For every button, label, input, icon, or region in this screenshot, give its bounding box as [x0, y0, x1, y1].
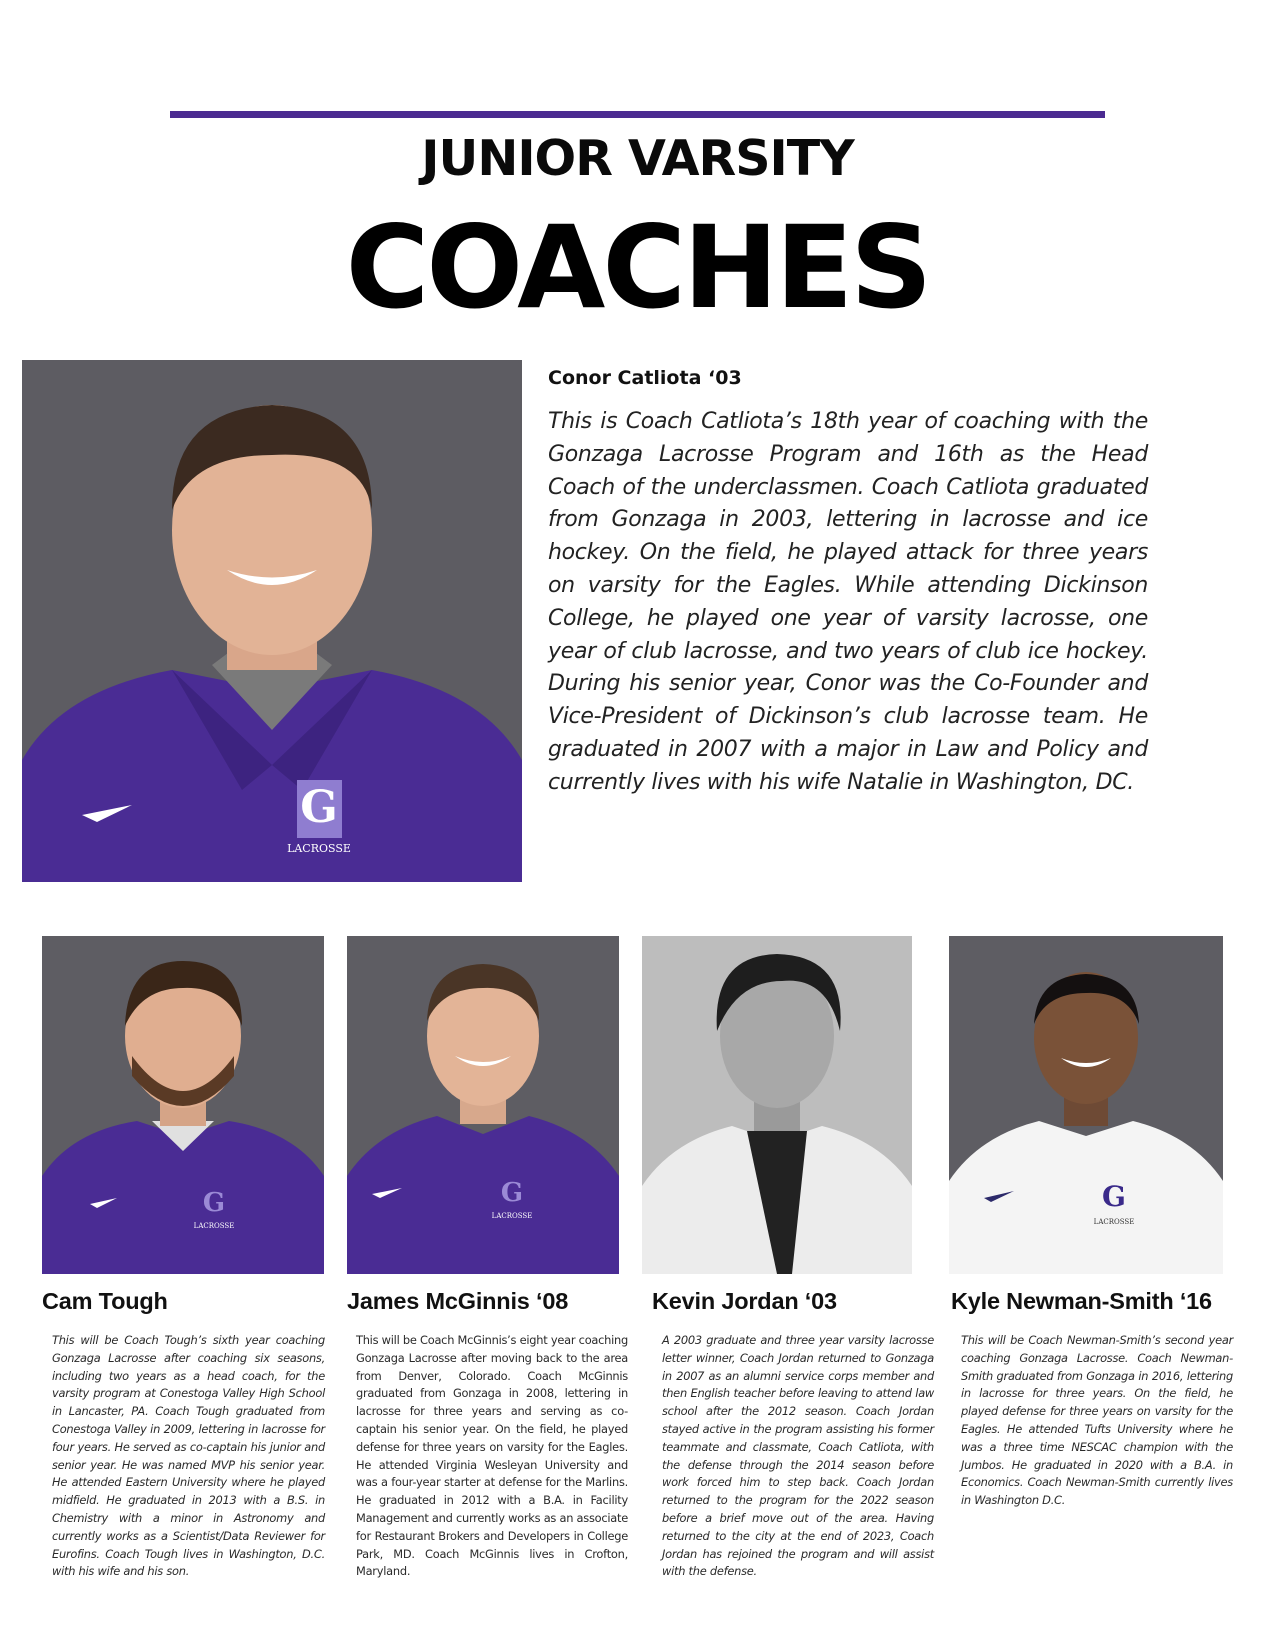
head-coach-name: Conor Catliota ‘03 — [548, 367, 742, 389]
coach-name: Kevin Jordan ‘03 — [652, 1288, 837, 1314]
coach-name: Kyle Newman-Smith ‘16 — [951, 1288, 1212, 1314]
head-coach-bio: This is Coach Catliota’s 18th year of coaching with the Gonzaga Lacrosse Program and 16th as the Head Coach of the underclassmen. Coach Catliota graduated from Gonzaga in 2003, lettering in lacrosse and ice hockey. On the field, he played attack for three years on varsity for the Eagles. While attending Dickinson College, he played one year of varsity lacrosse, one year of club lacrosse, and two years of club ice hockey. During his senior year, Conor was the Co-Founder and Vice-President of Dickinson’s club lacrosse team. He graduated in 2007 with a major in Law and Policy and currently lives with his wife Natalie in Washington, DC. — [548, 409, 1148, 795]
coach-bio: This will be Coach Newman-Smith’s second year coaching Gonzaga Lacrosse. Coach Newman-Smith graduated from Gonzaga in 2016, lettering in lacrosse for three years. On the field, he played defense for three years on varsity for the Eagles. He attended Tufts University where he was a three time NESCAC champion with the Jumbos. He graduated in 2020 with a B.A. in Economics. Coach Newman-Smith currently lives in Washington D.C. — [961, 1333, 1233, 1508]
page-title: COACHES — [345, 201, 930, 334]
shirt-logo-text: LACROSSE — [491, 1212, 533, 1220]
coach-name: James McGinnis ‘08 — [347, 1288, 569, 1314]
head-coach-photo — [22, 360, 522, 882]
shirt-logo-text: LACROSSE — [1093, 1218, 1135, 1226]
svg-text:G: G — [202, 1188, 226, 1218]
header-rule — [170, 111, 1105, 118]
coach-name: Cam Tough — [42, 1288, 168, 1314]
svg-text:G: G — [500, 1178, 524, 1208]
shirt-logo-text: LACROSSE — [193, 1222, 235, 1230]
coach-photo-kyle-newman-smith — [949, 936, 1223, 1274]
coach-photo-james-mcginnis — [347, 936, 619, 1274]
page-subtitle: JUNIOR VARSITY — [421, 130, 854, 187]
coach-bio: A 2003 graduate and three year varsity lacrosse letter winner, Coach Jordan returned to Gonzaga in 2007 as an alumni service corps member and then English teacher before leaving to attend law school after the 2012 season. Coach Jordan stayed active in the program assisting his former teammate and classmate, Coach Catliota, with the defense through the 2014 season before work forced him to step back. Coach Jordan returned to the program for the 2022 season before a brief move out of the area. Having returned to the city at the end of 2023, Coach Jordan has rejoined the program and will assist with the defense. — [662, 1333, 934, 1579]
svg-text:G: G — [300, 782, 338, 833]
svg-text:G: G — [1102, 1180, 1126, 1213]
coach-bio: This will be Coach Tough’s sixth year coaching Gonzaga Lacrosse after coaching six seasons, including two years as a head coach, for the varsity program at Conestoga Valley High School in Lancaster, PA. Coach Tough graduated from Conestoga Valley in 2009, lettering in lacrosse for four years. He served as co-captain his junior and senior year. He was named MVP his senior year. He attended Eastern University where he played midfield. He graduated in 2013 with a B.S. in Chemistry with a minor in Astronomy and currently works as a Scientist/Data Reviewer for Eurofins. Coach Tough lives in Washington, D.C. with his wife and his son. — [52, 1333, 325, 1579]
shirt-logo-text: LACROSSE — [287, 842, 351, 855]
coach-photo-kevin-jordan — [642, 936, 912, 1274]
coach-photo-cam-tough — [42, 936, 324, 1274]
coach-bio: This will be Coach McGinnis’s eight year coaching Gonzaga Lacrosse after moving back to the area from Denver, Colorado. Coach McGinnis graduated from Gonzaga in 2008, lettering in lacrosse for three years and serving as co-captain his senior year. On the field, he played defense for three years on varsity for the Eagles. He attended Virginia Wesleyan University and was a four-year starter at defense for the Marlins. He graduated in 2012 with a B.A. in Facility Management and currently works as an associate for Restaurant Brokers and Developers in College Park, MD. Coach McGinnis lives in Crofton, Maryland. — [356, 1333, 628, 1579]
